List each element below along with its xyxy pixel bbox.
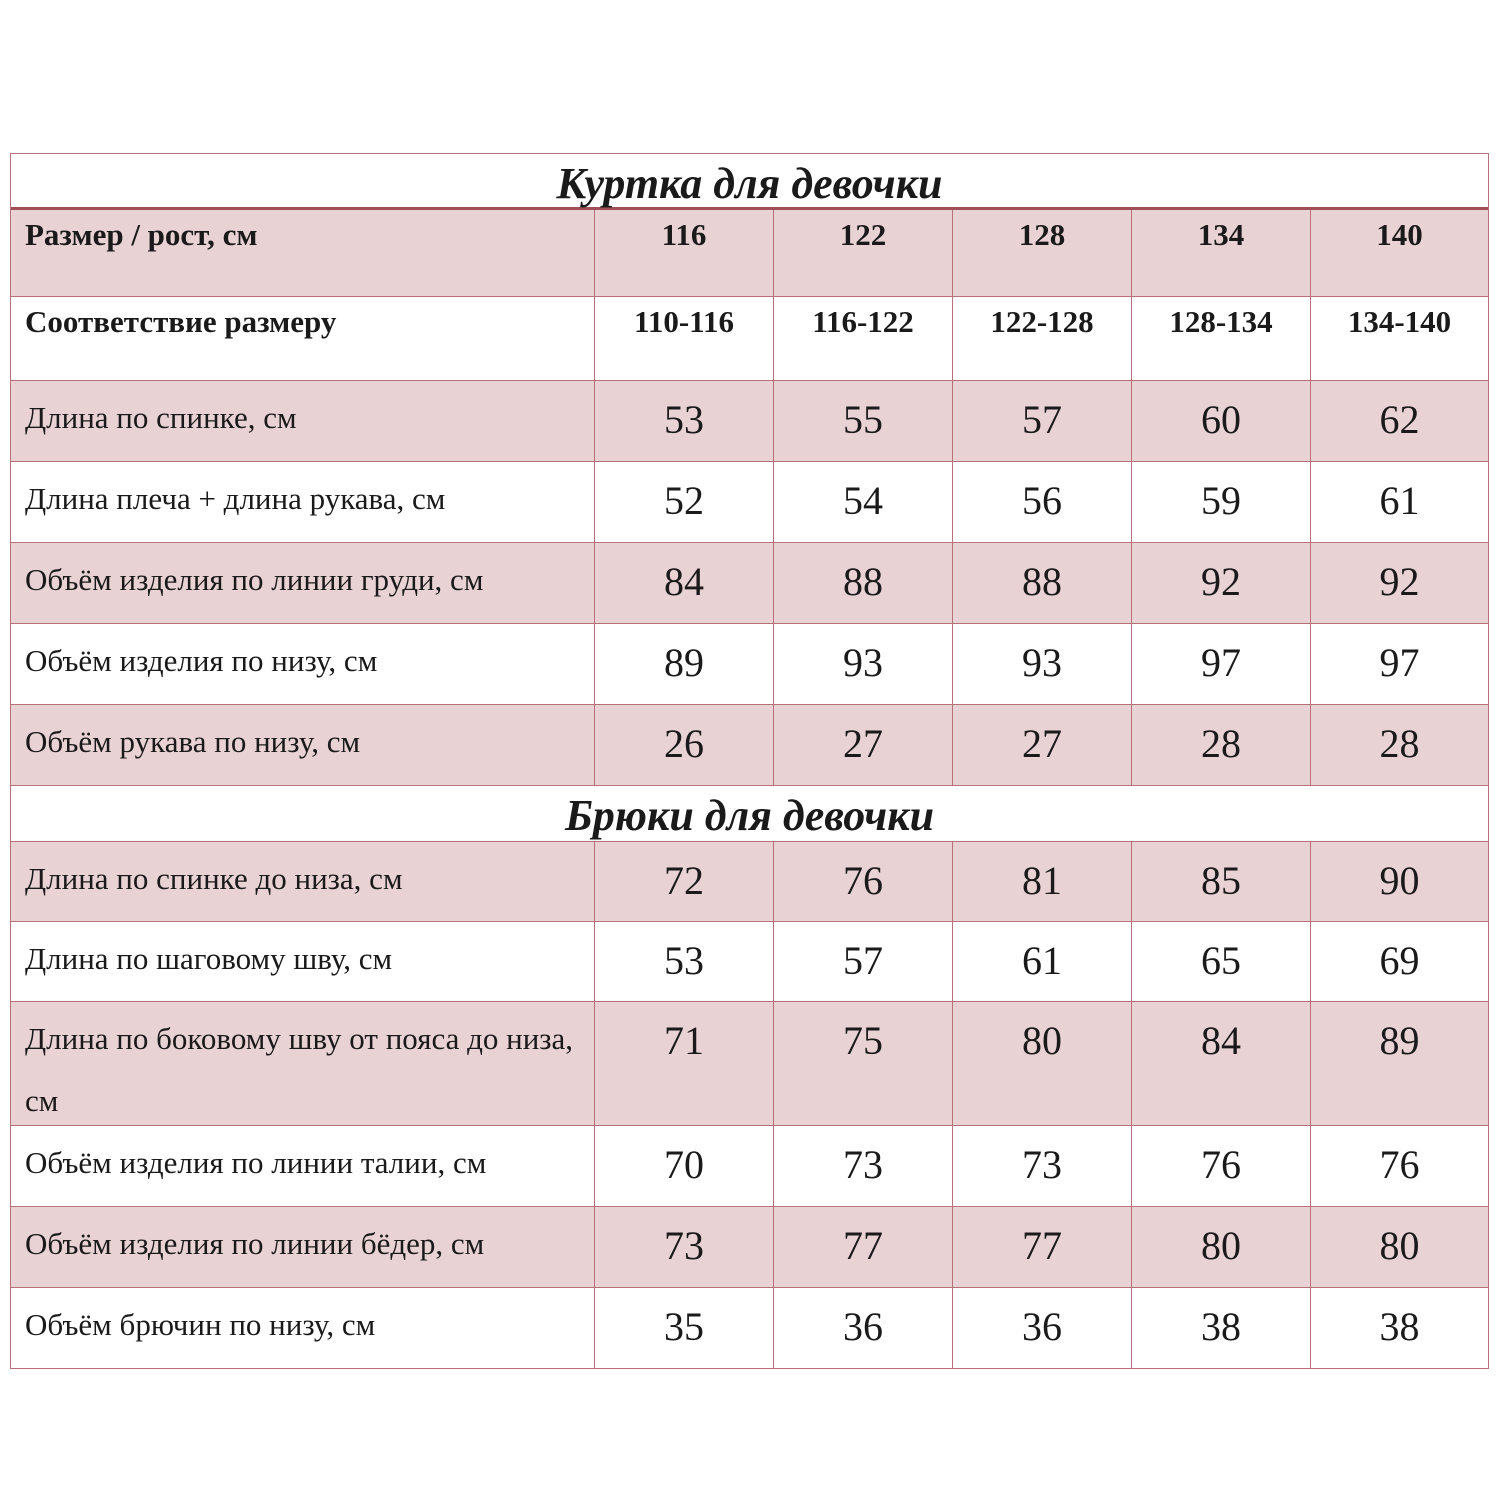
value-cell: 61 <box>953 922 1132 1001</box>
value-cell: 97 <box>1132 624 1311 704</box>
size-header-cell: 128 <box>953 210 1132 296</box>
row-label: Объём изделия по низу, см <box>11 624 595 704</box>
value-cell: 73 <box>953 1126 1132 1206</box>
size-header-cell: 122 <box>774 210 953 296</box>
value-cell: 77 <box>953 1207 1132 1287</box>
value-cell: 80 <box>953 1002 1132 1125</box>
value-cell: 65 <box>1132 922 1311 1001</box>
value-cell: 36 <box>953 1288 1132 1368</box>
value-cell: 71 <box>595 1002 774 1125</box>
value-cell: 92 <box>1132 543 1311 623</box>
value-cell: 88 <box>953 543 1132 623</box>
value-cell: 75 <box>774 1002 953 1125</box>
jacket-row-sleeve-hem <box>11 704 1488 785</box>
value-cell: 97 <box>1379 640 1420 685</box>
row-label: Объём рукава по низу, см <box>11 705 595 785</box>
value-cell: 88 <box>774 543 953 623</box>
size-correspondence-row <box>11 296 1488 380</box>
row-label: Длина по спинке до низа, см <box>11 842 595 921</box>
value-cell: 76 <box>774 842 953 921</box>
row-label: Длина по шаговому шву, см <box>11 922 595 1001</box>
value-cell: 60 <box>1132 381 1311 461</box>
value-cell: 38 <box>1379 1304 1420 1349</box>
value-cell: 52 <box>595 462 774 542</box>
value-cell: 90 <box>1379 858 1420 903</box>
size-header-label: Размер / рост, см <box>11 210 595 296</box>
value-cell: 73 <box>595 1207 774 1287</box>
size-header-row <box>11 210 1488 296</box>
jacket-row-back-length <box>11 380 1488 461</box>
value-cell: 76 <box>1132 1126 1311 1206</box>
value-cell: 84 <box>595 543 774 623</box>
pants-row-side-seam <box>11 1001 1488 1125</box>
value-cell: 28 <box>1132 705 1311 785</box>
row-label: Объём изделия по линии бёдер, см <box>11 1207 595 1287</box>
value-cell: 93 <box>953 624 1132 704</box>
pants-row-leg-hem <box>11 1287 1488 1368</box>
value-cell: 62 <box>1379 397 1420 442</box>
size-header-cell: 140 <box>1376 217 1423 252</box>
row-label: Объём брючин по низу, см <box>11 1288 595 1368</box>
correspondence-cell: 116-122 <box>774 297 953 380</box>
value-cell: 80 <box>1132 1207 1311 1287</box>
jacket-title: Куртка для девочки <box>11 154 1488 210</box>
value-cell: 69 <box>1379 938 1420 983</box>
value-cell: 57 <box>953 381 1132 461</box>
value-cell: 53 <box>595 381 774 461</box>
value-cell: 76 <box>1379 1142 1420 1187</box>
value-cell: 55 <box>774 381 953 461</box>
value-cell: 27 <box>953 705 1132 785</box>
value-cell: 57 <box>774 922 953 1001</box>
pants-title: Брюки для девочки <box>11 785 1488 841</box>
row-label: Длина плеча + длина рукава, см <box>11 462 595 542</box>
value-cell: 92 <box>1379 559 1420 604</box>
row-label: Объём изделия по линии груди, см <box>11 543 595 623</box>
value-cell: 59 <box>1132 462 1311 542</box>
value-cell: 26 <box>595 705 774 785</box>
value-cell: 27 <box>774 705 953 785</box>
value-cell: 85 <box>1132 842 1311 921</box>
correspondence-cell: 128-134 <box>1132 297 1311 380</box>
jacket-row-hem <box>11 623 1488 704</box>
value-cell: 77 <box>774 1207 953 1287</box>
size-header-cell: 134 <box>1132 210 1311 296</box>
correspondence-cell: 122-128 <box>953 297 1132 380</box>
correspondence-label: Соответствие размеру <box>11 297 595 380</box>
pants-row-inseam <box>11 921 1488 1001</box>
value-cell: 89 <box>595 624 774 704</box>
value-cell: 89 <box>1379 1018 1420 1063</box>
jacket-row-chest <box>11 542 1488 623</box>
value-cell: 36 <box>774 1288 953 1368</box>
row-label: Объём изделия по линии талии, см <box>11 1126 595 1206</box>
value-cell: 93 <box>774 624 953 704</box>
correspondence-cell: 110-116 <box>595 297 774 380</box>
value-cell: 70 <box>595 1126 774 1206</box>
pants-row-hips <box>11 1206 1488 1287</box>
value-cell: 80 <box>1379 1223 1420 1268</box>
value-cell: 56 <box>953 462 1132 542</box>
value-cell: 81 <box>953 842 1132 921</box>
value-cell: 35 <box>595 1288 774 1368</box>
value-cell: 38 <box>1132 1288 1311 1368</box>
row-label: Длина по боковому шву от пояса до низа, см <box>11 1002 595 1125</box>
size-header-cell: 116 <box>595 210 774 296</box>
correspondence-cell: 134-140 <box>1347 304 1452 339</box>
value-cell: 73 <box>774 1126 953 1206</box>
value-cell: 72 <box>595 842 774 921</box>
value-cell: 28 <box>1379 721 1420 766</box>
value-cell: 61 <box>1379 478 1420 523</box>
pants-row-waist <box>11 1125 1488 1206</box>
value-cell: 53 <box>595 922 774 1001</box>
row-label: Длина по спинке, см <box>11 381 595 461</box>
size-chart-table <box>10 153 1489 1369</box>
value-cell: 54 <box>774 462 953 542</box>
pants-row-back-length <box>11 841 1488 921</box>
value-cell: 84 <box>1132 1002 1311 1125</box>
jacket-row-sleeve-length <box>11 461 1488 542</box>
